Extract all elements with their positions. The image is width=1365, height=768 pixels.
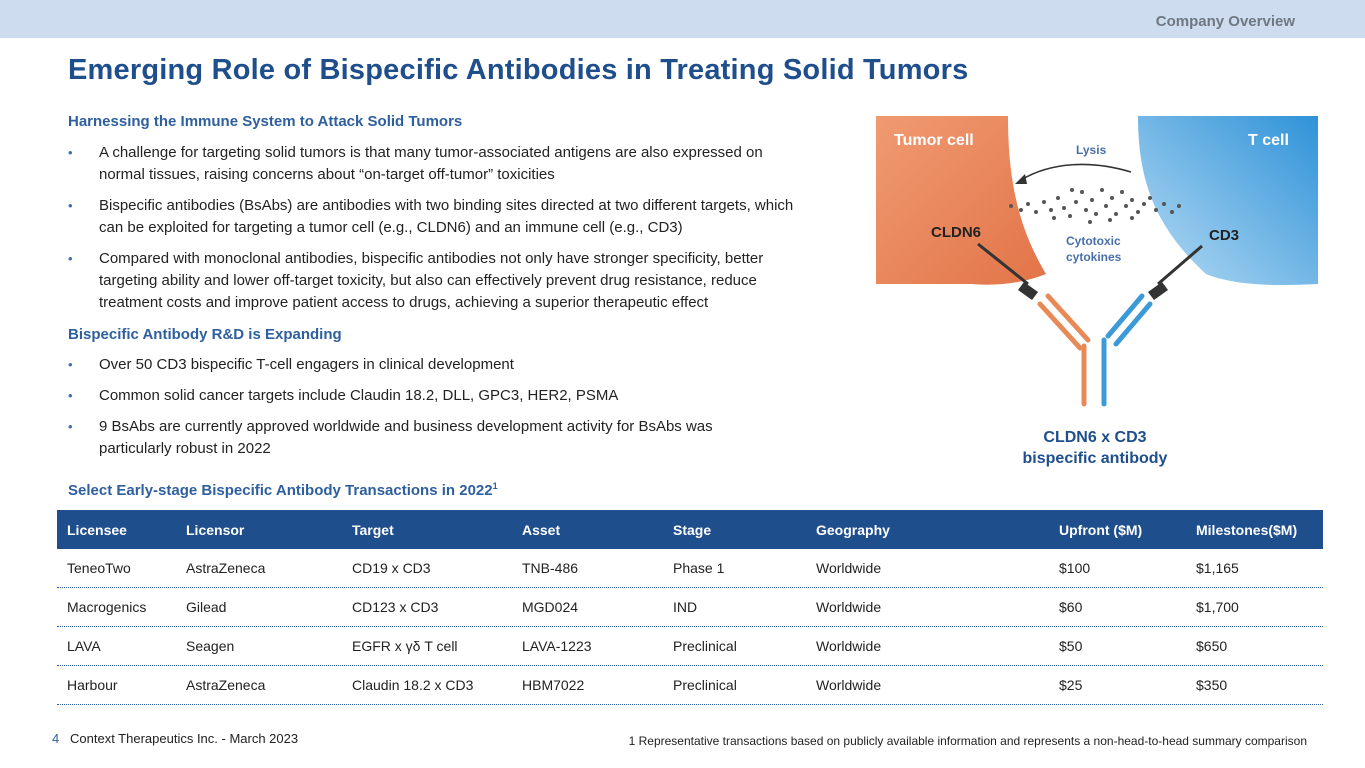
bullet-list-immune <box>68 142 798 314</box>
bullet-text: A challenge for targeting solid tumors is that many tumor-associated antigens are also expressed on normal tissues, raising concerns about “on-target off-tumor” toxicities <box>99 144 763 183</box>
transactions-table <box>57 510 1323 705</box>
bullet-text: Compared with monoclonal antibodies, bispecific antibodies not only have stronger specificity, better targeting ability and lower off-target toxicity, but also can effectively prevent drug resistance, reduce treatment costs and improve patient access to drugs, achieving a superior therapeutic effect <box>99 250 764 311</box>
table-cell: AstraZeneca <box>186 677 266 693</box>
table-cell: AstraZeneca <box>186 560 266 576</box>
cd3-receptor-tip <box>1148 282 1168 300</box>
cytokines-label-line2: cytokines <box>1066 250 1122 264</box>
bullet-marker: • <box>68 145 73 160</box>
column-header: Upfront ($M) <box>1059 521 1143 538</box>
table-cell: Worldwide <box>816 599 882 615</box>
table-cell: $350 <box>1196 677 1228 693</box>
bullet-text: Bispecific antibodies (BsAbs) are antibodies with two binding sites directed at two different targets, which can be exploited for targeting a tumor cell (e.g., CLDN6) and an immune cell (e.g., CD3) <box>99 197 794 236</box>
bullet-item <box>68 385 798 407</box>
table-cell: Macrogenics <box>67 599 147 615</box>
diagram-caption-line2: bispecific antibody <box>1022 450 1168 467</box>
column-header: Milestones($M) <box>1196 521 1298 538</box>
table-cell: MGD024 <box>522 599 579 615</box>
footnote: 1 Representative transactions based on publicly available information and represents a non-head-to-head summary comparison <box>628 734 1307 748</box>
column-header: Licensee <box>67 521 127 538</box>
table-cell: CD123 x CD3 <box>352 599 439 615</box>
subheading-immune: Harnessing the Immune System to Attack Solid Tumors <box>68 113 463 130</box>
table-cell: LAVA-1223 <box>522 638 592 654</box>
bullet-marker: • <box>68 388 73 403</box>
column-header: Asset <box>522 521 561 538</box>
table-row <box>57 627 1323 666</box>
table-cell: $1,700 <box>1196 599 1239 615</box>
bullet-text: Over 50 CD3 bispecific T-cell engagers in clinical development <box>99 356 514 373</box>
bullet-marker: • <box>68 198 73 213</box>
table-cell: EGFR x γδ T cell <box>352 638 458 654</box>
t-cell-shape <box>1138 116 1318 285</box>
table-cell: Claudin 18.2 x CD3 <box>352 677 474 693</box>
bullet-list-rnd <box>68 354 798 460</box>
table-row <box>57 588 1323 627</box>
bullet-item <box>68 416 768 460</box>
table-cell: Phase 1 <box>673 560 725 576</box>
table-cell: CD19 x CD3 <box>352 560 431 576</box>
bullet-marker: • <box>68 419 73 434</box>
table-cell: Harbour <box>67 677 118 693</box>
bullet-marker: • <box>68 251 73 266</box>
subheading-rnd: Bispecific Antibody R&D is Expanding <box>68 326 342 343</box>
table-cell: IND <box>673 599 698 615</box>
bullet-marker: • <box>68 357 73 372</box>
table-cell: Gilead <box>186 599 227 615</box>
table-title <box>68 481 498 499</box>
table-cell: $650 <box>1196 638 1228 654</box>
lysis-arrow <box>1021 164 1131 180</box>
page-title: Emerging Role of Bispecific Antibodies in Treating Solid Tumors <box>68 54 969 86</box>
antibody-orange-arm <box>1040 296 1088 404</box>
column-header: Stage <box>673 521 712 538</box>
table-cell: LAVA <box>67 638 101 654</box>
table-cell: $25 <box>1059 677 1083 693</box>
page-number: 4 <box>52 731 60 746</box>
table-cell: Seagen <box>186 638 235 654</box>
table-cell: TeneoTwo <box>67 560 131 576</box>
bullet-item <box>68 142 798 186</box>
left-content <box>68 112 798 460</box>
table-row <box>57 666 1323 705</box>
cldn6-receptor-tip <box>1018 282 1038 300</box>
bullet-item <box>68 195 798 239</box>
table-cell: Worldwide <box>816 638 882 654</box>
section-label: Company Overview <box>1155 13 1295 30</box>
lysis-label: Lysis <box>1076 143 1107 157</box>
footnote-marker: 1 <box>492 481 498 491</box>
table-cell: TNB-486 <box>522 560 579 576</box>
cldn6-label: CLDN6 <box>931 224 982 241</box>
cytokines-label-line1: Cytotoxic <box>1066 234 1121 248</box>
bullet-item <box>68 248 798 314</box>
table-cell: HBM7022 <box>522 677 585 693</box>
column-header: Target <box>352 521 394 538</box>
column-header: Geography <box>816 521 890 538</box>
table-cell: $1,165 <box>1196 560 1239 576</box>
cd3-receptor <box>1158 246 1202 284</box>
table-cell: $50 <box>1059 638 1083 654</box>
cd3-label: CD3 <box>1209 227 1240 244</box>
table-cell: Preclinical <box>673 638 737 654</box>
table-row <box>57 549 1323 588</box>
lysis-arrowhead <box>1015 174 1027 184</box>
table-header-row <box>57 510 1323 549</box>
footer-company: Context Therapeutics Inc. - March 2023 <box>70 731 299 746</box>
column-header: Licensor <box>186 521 245 538</box>
table-cell: Worldwide <box>816 677 882 693</box>
bispecific-antibody-diagram <box>876 114 1318 474</box>
table-cell: Worldwide <box>816 560 882 576</box>
bullet-item <box>68 354 798 376</box>
table-title-text: Select Early-stage Bispecific Antibody Transactions in 2022 <box>68 482 493 499</box>
bullet-text: Common solid cancer targets include Claudin 18.2, DLL, GPC3, HER2, PSMA <box>99 387 619 404</box>
tumor-cell-label: Tumor cell <box>894 132 974 149</box>
antibody-blue-arm <box>1104 296 1150 404</box>
bullet-text: 9 BsAbs are currently approved worldwide and business development activity for BsAbs was particularly robust in 2022 <box>99 418 713 457</box>
table-cell: Preclinical <box>673 677 737 693</box>
table-cell: $100 <box>1059 560 1091 576</box>
table-cell: $60 <box>1059 599 1083 615</box>
diagram-caption-line1: CLDN6 x CD3 <box>1043 429 1147 446</box>
t-cell-label: T cell <box>1248 132 1289 149</box>
